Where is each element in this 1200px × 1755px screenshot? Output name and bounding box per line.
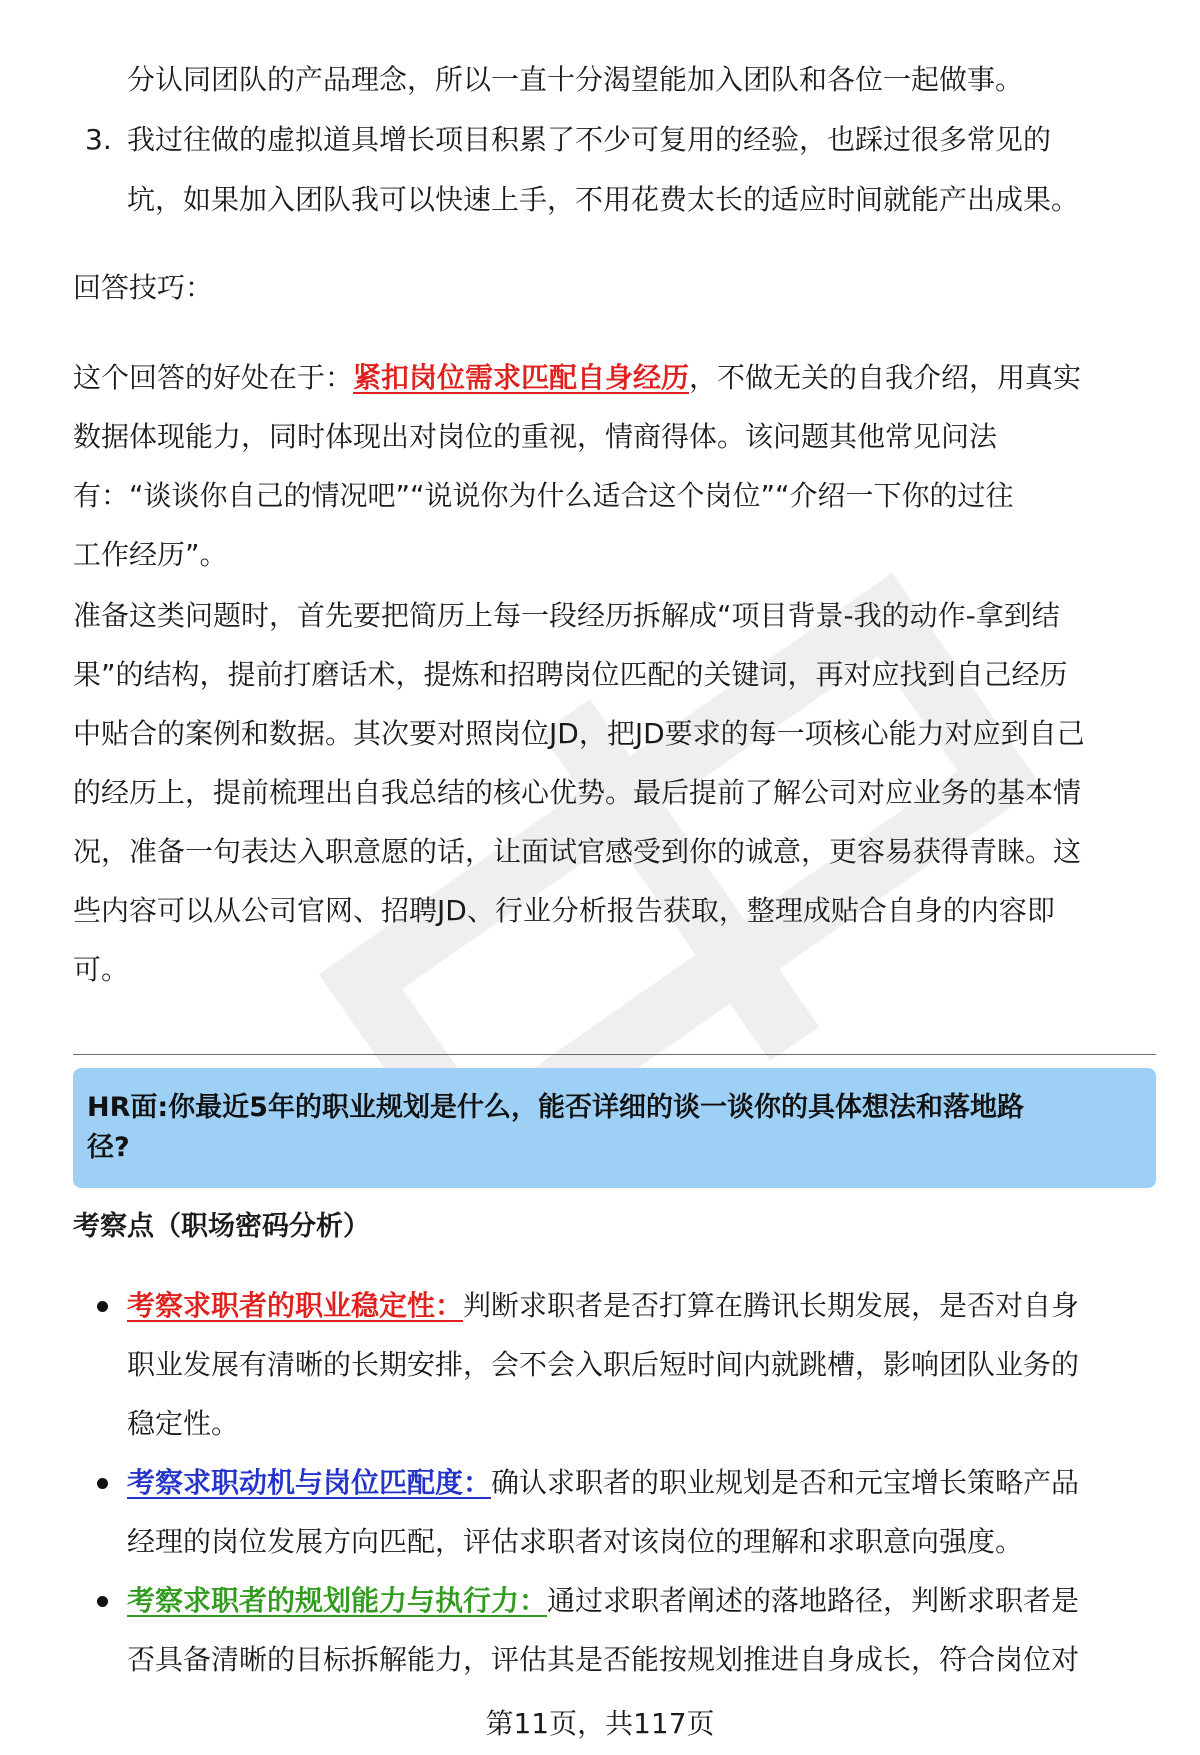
analysis-item-3-text: 通过求职者阐述的落地路径，判断求职者是 xyxy=(547,1584,1080,1617)
tips-paragraph2-line3: 中贴合的案例和数据。其次要对照岗位JD，把JD要求的每一项核心能力对应到自己 xyxy=(73,717,1085,750)
analysis-item-2-line1 xyxy=(127,1465,1079,1501)
tips-paragraph2-line4: 的经历上，提前梳理出自我总结的核心优势。最后提前了解公司对应业务的基本情 xyxy=(73,776,1082,809)
tips-paragraph2-line5: 况，准备一句表达入职意愿的话，让面试官感受到你的诚意，更容易获得青睐。这 xyxy=(73,835,1082,868)
list-item-2-continuation: 分认同团队的产品理念，所以一直十分渴望能加入团队和各位一起做事。 xyxy=(127,63,1024,96)
bullet-icon xyxy=(97,1596,108,1607)
tips-heading: 回答技巧： xyxy=(73,271,214,304)
tips-paragraph2-line2: 果”的结构，提前打磨话术，提炼和招聘岗位匹配的关键词，再对应找到自己经历 xyxy=(73,658,1068,691)
analysis-item-1-text: 判断求职者是否打算在腾讯长期发展，是否对自身 xyxy=(463,1289,1080,1322)
analysis-item-2-line2: 经理的岗位发展方向匹配，评估求职者对该岗位的理解和求职意向强度。 xyxy=(127,1525,1024,1558)
analysis-item-1-line1 xyxy=(127,1288,1079,1324)
question-box xyxy=(73,1068,1156,1188)
analysis-item-3-title: 考察求职者的规划能力与执行力： xyxy=(127,1584,548,1617)
analysis-item-1-line2: 职业发展有清晰的长期安排，会不会入职后短时间内就跳槽，影响团队业务的 xyxy=(127,1348,1080,1381)
tips-paragraph2-line1: 准备这类问题时，首先要把简历上每一段经历拆解成“项目背景-我的动作-拿到结 xyxy=(73,599,1060,632)
tips-paragraph1-line2: 数据体现能力，同时体现出对岗位的重视，情商得体。该问题其他常见问法 xyxy=(73,420,998,453)
bullet-icon xyxy=(97,1301,108,1312)
tips-p1-prefix: 这个回答的好处在于： xyxy=(73,361,354,394)
analysis-item-3-line1 xyxy=(127,1583,1079,1619)
list-item-3-line1: 我过往做的虚拟道具增长项目积累了不少可复用的经验，也踩过很多常见的 xyxy=(127,123,1052,156)
bullet-icon xyxy=(97,1478,108,1489)
section-divider xyxy=(73,1054,1156,1055)
page-number: 第11页，共117页 xyxy=(485,1707,715,1740)
analysis-item-2-title: 考察求职动机与岗位匹配度： xyxy=(127,1466,492,1499)
tips-p1-suffix: ，不做无关的自我介绍，用真实 xyxy=(689,361,1082,394)
analysis-item-1-title: 考察求职者的职业稳定性： xyxy=(127,1289,464,1322)
analysis-item-3-line2: 否具备清晰的目标拆解能力，评估其是否能按规划推进自身成长，符合岗位对 xyxy=(127,1643,1080,1676)
tips-paragraph1-line1 xyxy=(73,360,1081,396)
tips-paragraph2-line6: 些内容可以从公司官网、招聘JD、行业分析报告获取，整理成贴合自身的内容即 xyxy=(73,894,1055,927)
tips-p1-highlight: 紧扣岗位需求匹配自身经历 xyxy=(353,361,690,394)
question-line2: 径? xyxy=(87,1132,130,1163)
question-line1: HR面:你最近5年的职业规划是什么，能否详细的谈一谈你的具体想法和落地路 xyxy=(87,1092,1024,1123)
tips-paragraph1-line3: 有：“谈谈你自己的情况吧”“说说你为什么适合这个岗位”“介绍一下你的过往 xyxy=(73,479,1014,512)
list-item-3-line2: 坑，如果加入团队我可以快速上手，不用花费太长的适应时间就能产出成果。 xyxy=(127,183,1080,216)
analysis-item-1-line3: 稳定性。 xyxy=(127,1407,240,1440)
tips-paragraph1-line4: 工作经历”。 xyxy=(73,538,228,571)
tips-paragraph2-line7: 可。 xyxy=(73,953,130,986)
analysis-heading: 考察点（职场密码分析） xyxy=(73,1211,370,1242)
list-item-3-number: 3. xyxy=(85,123,112,156)
analysis-item-2-text: 确认求职者的职业规划是否和元宝增长策略产品 xyxy=(491,1466,1080,1499)
